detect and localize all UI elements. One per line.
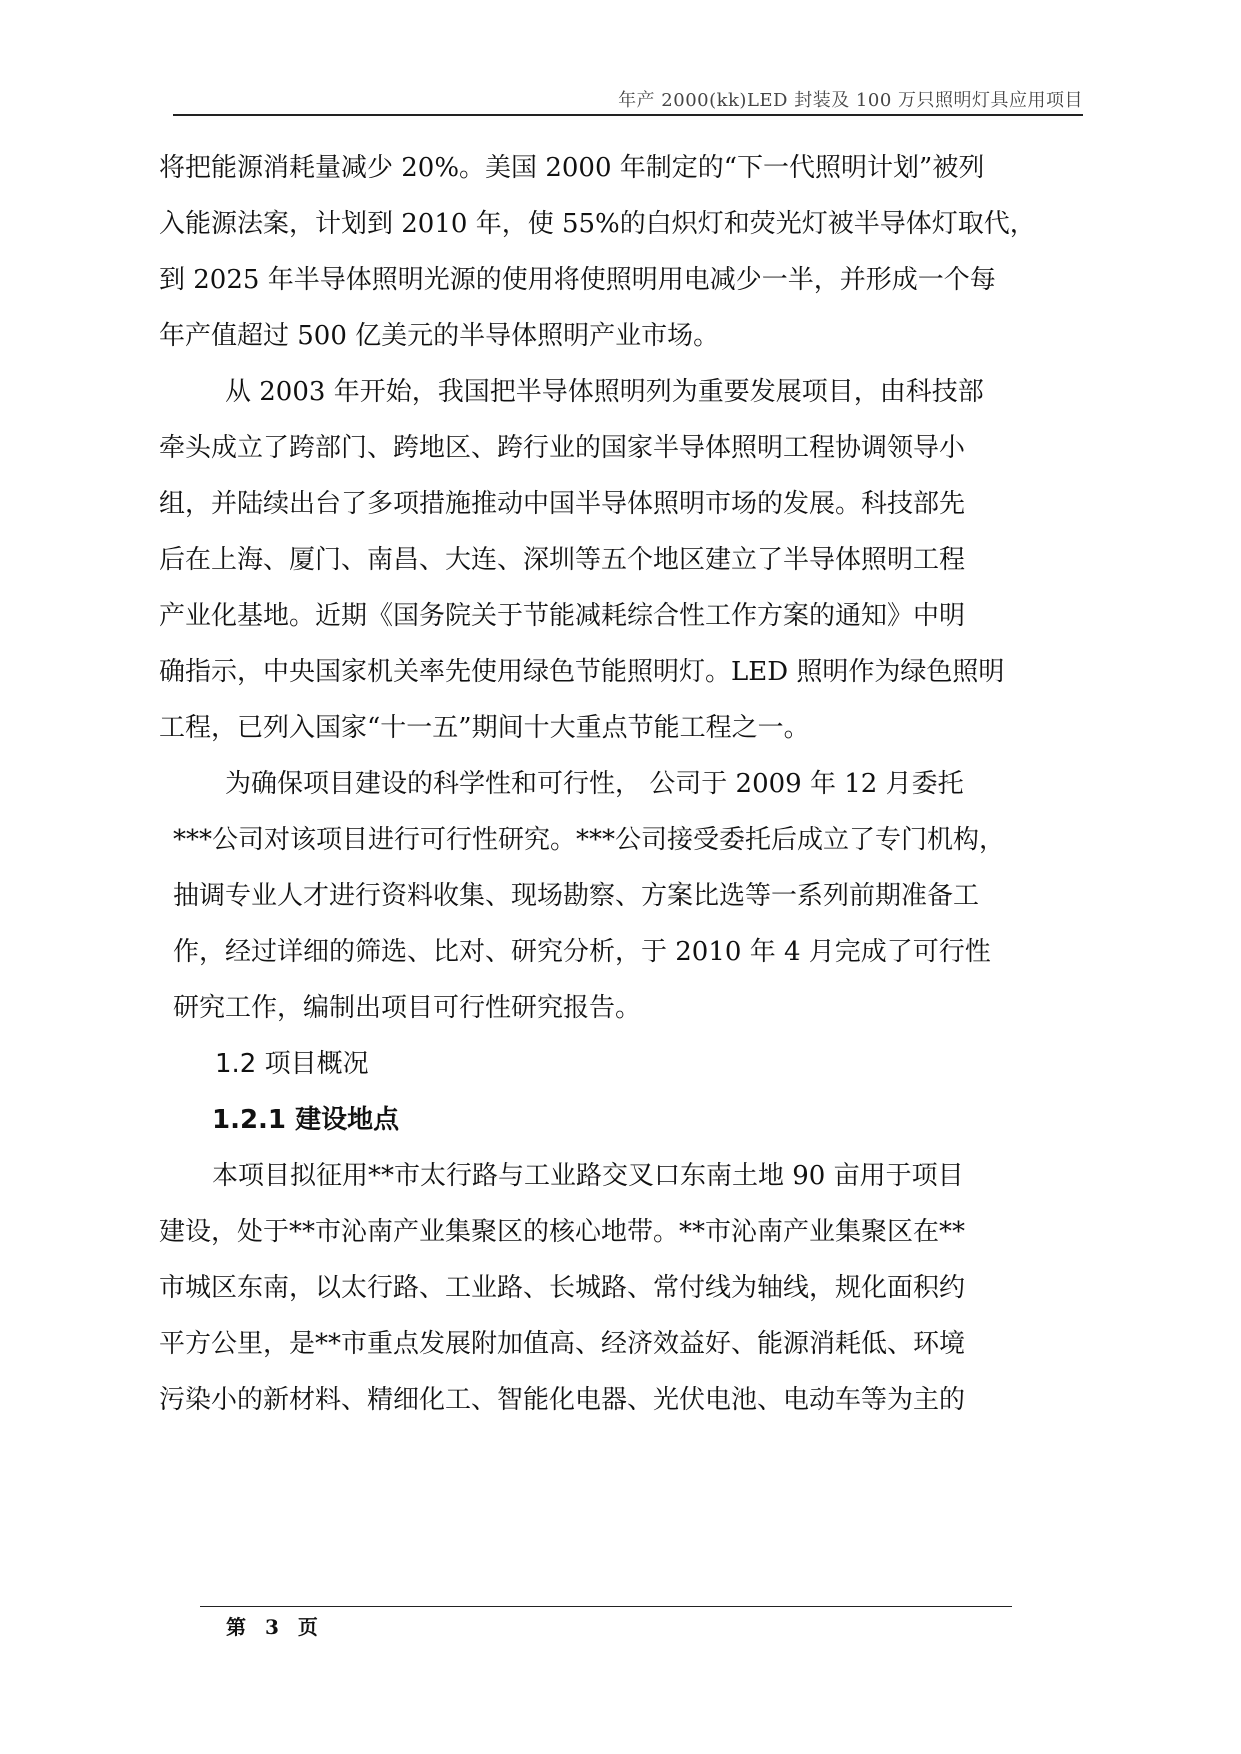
paragraph-line: 本项目拟征用**市太行路与工业路交叉口东南土地 90 亩用于项目 [212,1161,964,1191]
paragraph-line: 后在上海、厦门、南昌、大连、深圳等五个地区建立了半导体照明工程 [159,545,966,575]
paragraph-line: 牵头成立了跨部门、跨地区、跨行业的国家半导体照明工程协调领导小 [159,433,966,463]
paragraph-line: 工程，已列入国家“十一五”期间十大重点节能工程之一。 [159,713,810,743]
paragraph-line: 为确保项目建设的科学性和可行性， 公司于 2009 年 12 月委托 [225,769,964,799]
running-header: 年产 2000(kk)LED 封装及 100 万只照明灯具应用项目 [618,90,1083,111]
paragraph-line: ***公司对该项目进行可行性研究。***公司接受委托后成立了专门机构， [173,825,1006,855]
header-rule [173,114,1083,116]
footer-rule [200,1606,1012,1607]
paragraph-line: 抽调专业人才进行资料收集、现场勘察、方案比选等一系列前期准备工 [173,881,980,911]
paragraph-line: 平方公里，是**市重点发展附加值高、经济效益好、能源消耗低、环境 [159,1329,966,1359]
paragraph-line: 污染小的新材料、精细化工、智能化电器、光伏电池、电动车等为主的 [159,1385,966,1415]
paragraph-line: 研究工作，编制出项目可行性研究报告。 [173,993,642,1023]
paragraph-line: 作，经过详细的筛选、比对、研究分析，于 2010 年 4 月完成了可行性 [173,937,991,967]
subsection-heading: 1.2.1 建设地点 [212,1105,400,1135]
paragraph-line: 到 2025 年半导体照明光源的使用将使照明用电减少一半，并形成一个每 [159,265,996,295]
paragraph-line: 确指示，中央国家机关率先使用绿色节能照明灯。LED 照明作为绿色照明 [159,657,1005,687]
paragraph-line: 组，并陆续出台了多项措施推动中国半导体照明市场的发展。科技部先 [159,489,966,519]
paragraph-line: 将把能源消耗量减少 20%。美国 2000 年制定的“下一代照明计划”被列 [159,153,985,183]
paragraph-line: 入能源法案，计划到 2010 年，使 55%的白炽灯和荧光灯被半导体灯取代， [159,209,1036,239]
paragraph-line: 建设，处于**市沁南产业集聚区的核心地带。**市沁南产业集聚区在** [159,1217,966,1247]
paragraph-line: 产业化基地。近期《国务院关于节能减耗综合性工作方案的通知》中明 [159,601,966,631]
paragraph-line: 市城区东南，以太行路、工业路、长城路、常付线为轴线，规化面积约 [159,1273,966,1303]
paragraph-line: 从 2003 年开始，我国把半导体照明列为重要发展项目，由科技部 [225,377,984,407]
paragraph-line: 年产值超过 500 亿美元的半导体照明产业市场。 [159,321,720,351]
section-heading: 1.2 项目概况 [215,1049,369,1079]
page-number: 第 3 页 [226,1615,324,1639]
